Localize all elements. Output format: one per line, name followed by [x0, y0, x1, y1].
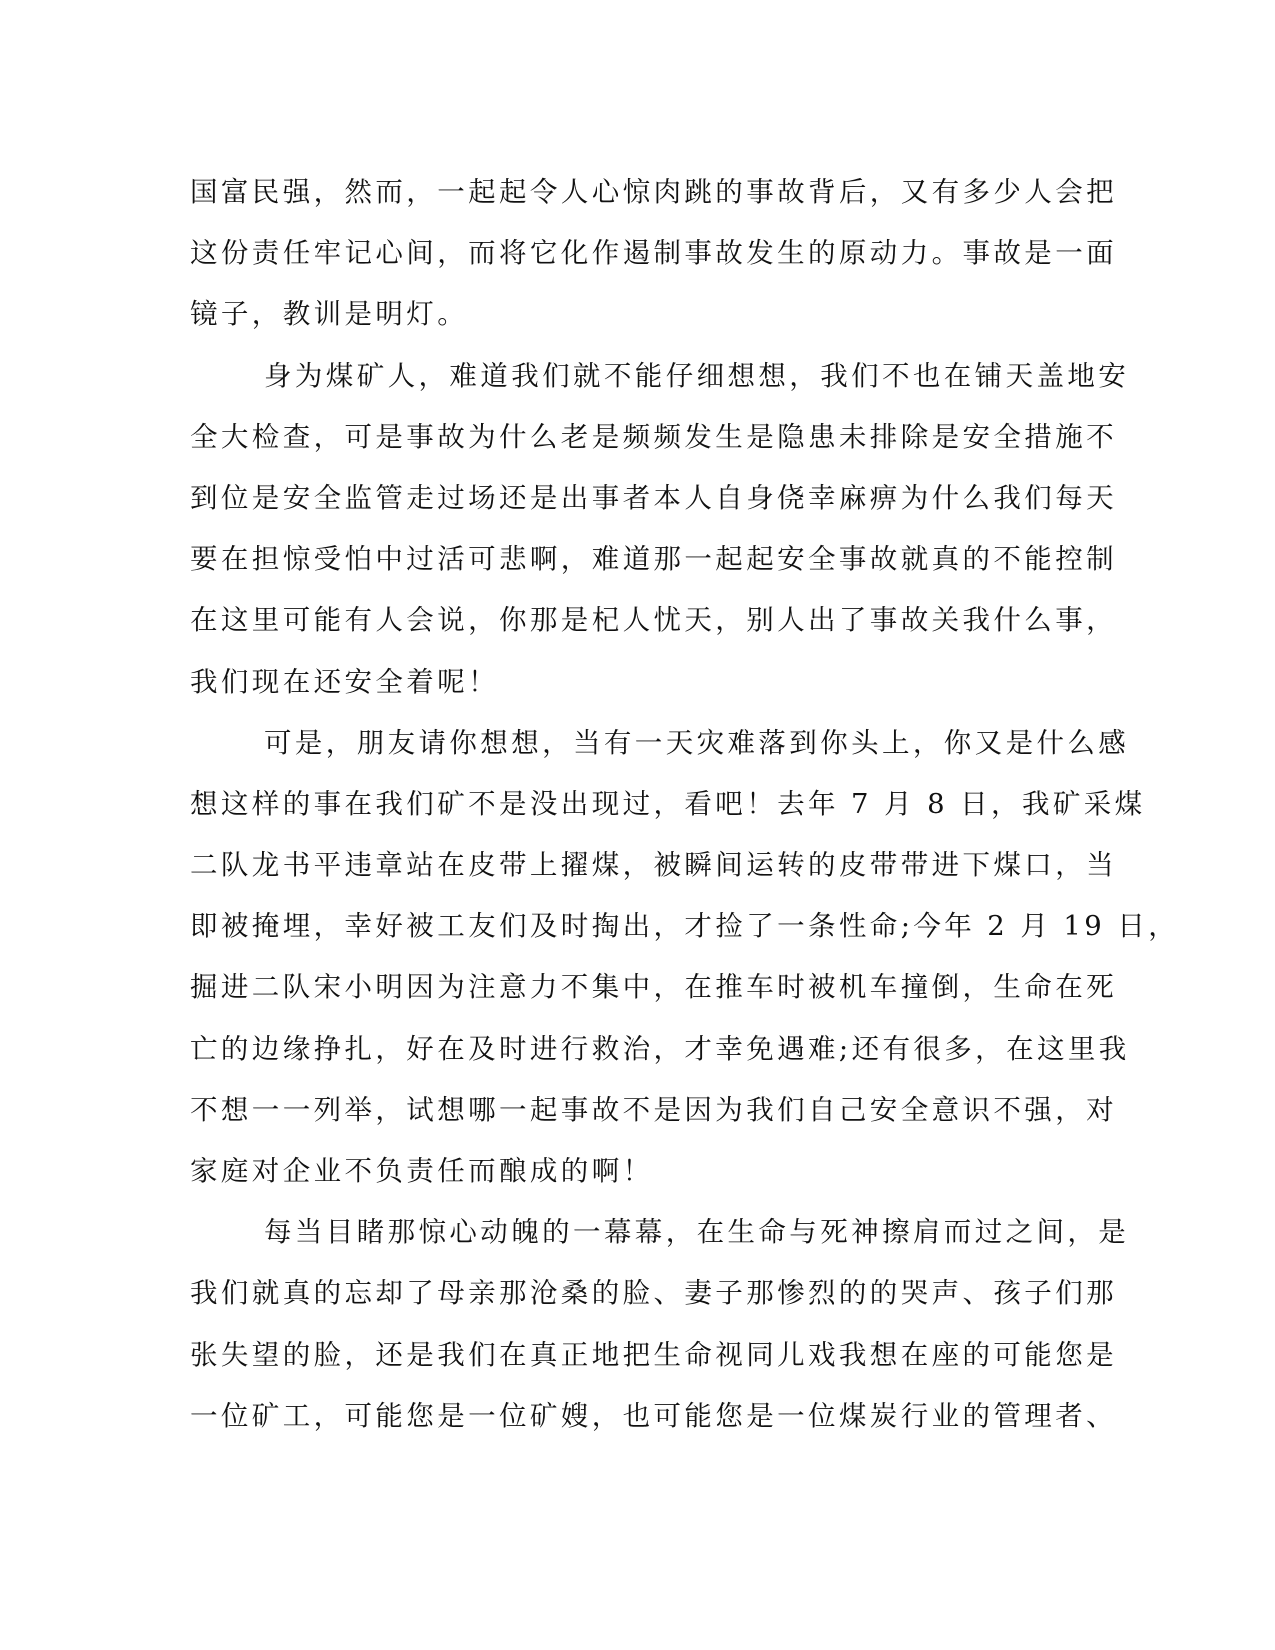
text-line: 我们就真的忘却了母亲那沧桑的脸、妻子那惨烈的的哭声、孩子们那 — [190, 1277, 1117, 1310]
text-line: 掘进二队宋小明因为注意力不集中，在推车时被机车撞倒，生命在死 — [190, 971, 1117, 1004]
text-line: 这份责任牢记心间，而将它化作遏制事故发生的原动力。事故是一面 — [190, 237, 1117, 270]
text-line: 国富民强，然而，一起起令人心惊肉跳的事故背后，又有多少人会把 — [190, 176, 1117, 208]
text-line: 到位是安全监管走过场还是出事者本人自身侥幸麻痹为什么我们每天 — [190, 481, 1117, 514]
text-line: 二队龙书平违章站在皮带上擢煤，被瞬间运转的皮带带进下煤口，当 — [190, 849, 1117, 882]
body-text — [190, 162, 1180, 1447]
text-line: 在这里可能有人会说，你那是杞人忧天，别人出了事故关我什么事， — [190, 604, 1117, 637]
text-line: 张失望的脸，还是我们在真正地把生命视同儿戏我想在座的可能您是 — [190, 1338, 1117, 1371]
text-line: 即被掩埋，幸好被工友们及时掏出，才捡了一条性命;今年 2 月 19 日， — [190, 910, 1180, 943]
text-line: 镜子，教训是明灯。 — [190, 298, 469, 331]
text-line: 家庭对企业不负责任而酿成的啊！ — [190, 1155, 654, 1187]
text-line: 每当目睹那惊心动魄的一幕幕，在生命与死神擦肩而过之间，是 — [264, 1216, 1130, 1249]
text-line: 要在担惊受怕中过活可悲啊，难道那一起起安全事故就真的不能控制 — [190, 543, 1117, 576]
text-line: 可是，朋友请你想想，当有一天灾难落到你头上，你又是什么感 — [264, 726, 1130, 759]
text-line: 身为煤矿人，难道我们就不能仔细想想，我们不也在铺天盖地安 — [264, 359, 1130, 392]
text-line: 不想一一列举，试想哪一起事故不是因为我们自己安全意识不强，对 — [190, 1093, 1117, 1126]
text-line: 想这样的事在我们矿不是没出现过，看吧！去年 7 月 8 日，我矿采煤 — [190, 787, 1146, 820]
text-line: 我们现在还安全着呢！ — [190, 665, 499, 698]
text-line: 亡的边缘挣扎，好在及时进行救治，才幸免遇难;还有很多，在这里我 — [190, 1032, 1130, 1065]
text-line: 全大检查，可是事故为什么老是频频发生是隐患未排除是安全措施不 — [190, 420, 1117, 453]
text-line: 一位矿工，可能您是一位矿嫂，也可能您是一位煤炭行业的管理者、 — [190, 1399, 1117, 1432]
